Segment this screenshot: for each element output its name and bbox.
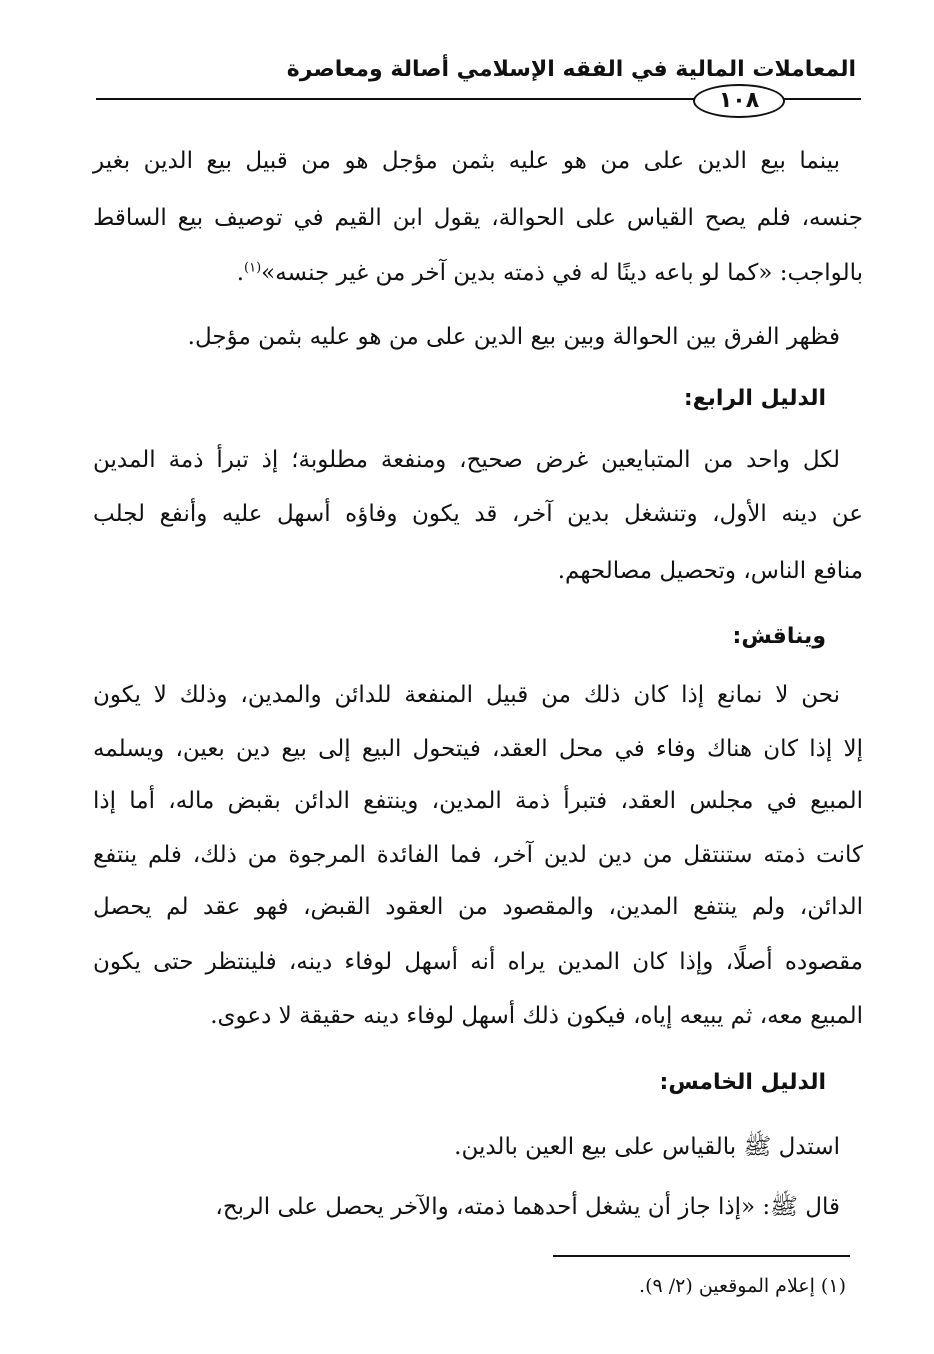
paragraph-line: نحن لا نمانع إذا كان ذلك من قبيل المنفعة للدائن والمدين، وذلك لا يكون	[93, 682, 840, 708]
paragraph-line: استدل ﷺ بالقياس على بيع العين بالدين.	[454, 1134, 840, 1160]
paragraph-text: بالواجب: «كما لو باعه دينًا له في ذمته بدين آخر من غير جنسه»	[261, 260, 863, 286]
section-heading: الدليل الخامس:	[659, 1070, 826, 1095]
paragraph-line: المبيع في مجلس العقد، فتبرأ ذمة المدين، وينتفع الدائن بقبض ماله، أما إذا	[93, 788, 863, 814]
paragraph-text: .	[236, 260, 245, 286]
footnote-reference: (١)	[244, 260, 262, 276]
paragraph-line: قال ﷺ: «إذا جاز أن يشغل أحدهما ذمته، والآخر يحصل على الربح،	[215, 1194, 840, 1220]
paragraph-line: منافع الناس، وتحصيل مصالحهم.	[557, 558, 863, 584]
footnote: (١) إعلام الموقعين (٢/ ٩).	[639, 1275, 846, 1297]
paragraph-line: بينما بيع الدين على من هو عليه بثمن مؤجل هو من قبيل بيع الدين بغير	[93, 148, 840, 174]
paragraph-line: عن دينه الأول، وتنشغل بدين آخر، قد يكون وفاؤه أسهل عليه وأنفع لجلب	[93, 501, 863, 527]
running-header-title: المعاملات المالية في الفقه الإسلامي أصالة ومعاصرة	[286, 57, 856, 82]
paragraph-line: الدائن، ولم ينتفع المدين، والمقصود من العقود القبض، فهو عقد لم يحصل	[93, 894, 863, 920]
paragraph-line: كانت ذمته ستنتقل من دين لدين آخر، فما الفائدة المرجوة من ذلك، فلم ينتفع	[93, 842, 863, 868]
paragraph-line: لكل واحد من المتبايعين غرض صحيح، ومنفعة مطلوبة؛ إذ تبرأ ذمة المدين	[93, 447, 840, 473]
footnote-rule	[553, 1255, 850, 1257]
paragraph-line: مقصوده أصلًا، وإذا كان المدين يراه أنه أسهل لوفاء دينه، فلينتظر حتى يكون	[93, 949, 863, 975]
paragraph-line: جنسه، فلم يصح القياس على الحوالة، يقول ابن القيم في توصيف بيع الساقط	[93, 205, 863, 231]
paragraph-line: إلا إذا كان هناك وفاء في محل العقد، فيتحول البيع إلى بيع دين بعين، ويسلمه	[93, 736, 863, 762]
section-heading: ويناقش:	[732, 624, 826, 649]
paragraph-line: فظهر الفرق بين الحوالة وبين بيع الدين على من هو عليه بثمن مؤجل.	[187, 324, 840, 350]
page-number: ١٠٨	[693, 84, 785, 118]
paragraph-line	[93, 256, 863, 290]
section-heading: الدليل الرابع:	[683, 386, 826, 411]
paragraph-line: المبيع معه، ثم يبيعه إياه، فيكون ذلك أسهل لوفاء دينه حقيقة لا دعوى.	[210, 1003, 863, 1029]
